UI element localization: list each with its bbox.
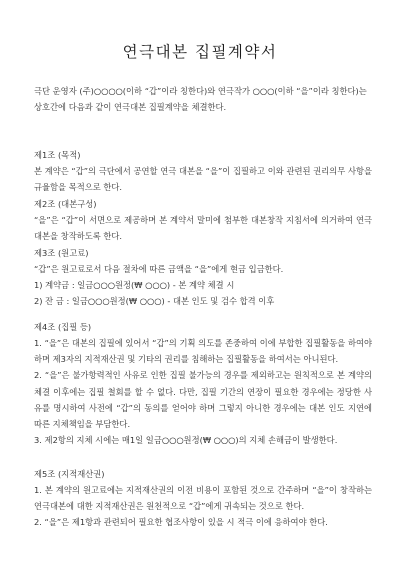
article-heading: 제1조 (목적) [34,150,81,160]
preamble-paragraph: 극단 운영자 (주)○○○○(이하 “갑”이라 칭한다)와 연극작가 ○○○(이하 “을”이라 칭한다)는 상호간에 다음과 같이 연극대본 집필계약을 체결한다. [34,86,367,112]
article-heading: 제3조 (원고료) [34,248,89,258]
article-1 [34,147,372,195]
article-body: 본 계약은 “갑”의 극단에서 공연할 연극 대본을 “을”이 집필하고 이와 관련된 권리의무 사항을 규율함을 목적으로 한다. [34,166,372,193]
article-paragraph: 1. 본 계약의 원고료에는 지적재산권의 이전 비용이 포함된 것으로 간주하며 “을”이 창작하는 연극대본에 대한 지적재산권은 원천적으로 “갑”에게 귀속되는 것으로 한다. [34,485,372,512]
article-intro: “갑”은 원고료로서 다음 절차에 따른 금액을 “을”에게 현금 입금한다. [34,264,284,274]
article-paragraph: 2. “을”은 불가항력적인 사유로 인한 집필 불가능의 경우를 제외하고는 원칙적으로 본 계약의 체결 이후에는 집필 철회를 할 수 없다. 다만, 집필 기간의 연장이 필요한 경우에는 정당한 사유를 명시하여 사전에 “갑”의 동의를 얻어야 하며 그렇지 아니한 경우에는 대본 인도 지연에 따른 지체책임을 부담한다. [34,370,372,430]
article-heading: 제5조 (지적재산권) [34,469,105,479]
article-paragraph: 3. 제2항의 지체 시에는 매1일 일금○○○원정(₩ ○○○)의 지체 손해금이 발생한다. [34,435,338,446]
article-paragraph: 1. “을”은 대본의 집필에 있어서 “갑”의 기획 의도를 존중하여 이에 부합한 집필활동을 하여야 하며 제3자의 지적재산권 및 기타의 권리를 침해하는 집필활동을 하여서는 아니된다. [34,338,372,365]
article-4 [34,319,372,448]
article-5 [34,466,372,531]
article-body: “을”은 “갑”이 서면으로 제공하며 본 계약서 말미에 첨부한 대본창작 지침서에 의거하여 연극대본을 창작하도록 한다. [34,215,372,242]
article-paragraph: 2. “을”은 제1항과 관련되어 필요한 협조사항이 있을 시 적극 이에 응하여야 한다. [34,517,328,528]
article-3 [34,245,372,309]
list-item: 2) 잔 금 : 일금○○○원정(₩ ○○○) - 대본 인도 및 검수 합격 이후 [34,296,275,306]
article-heading: 제4조 (집필 등) [34,322,92,332]
list-item: 1) 계약금 : 일금○○○원정(₩ ○○○) - 본 계약 체결 시 [34,280,235,290]
article-2 [34,196,372,244]
document-title: 연극대본 집필계약서 [122,43,278,61]
article-heading: 제2조 (대본구성) [34,199,97,209]
